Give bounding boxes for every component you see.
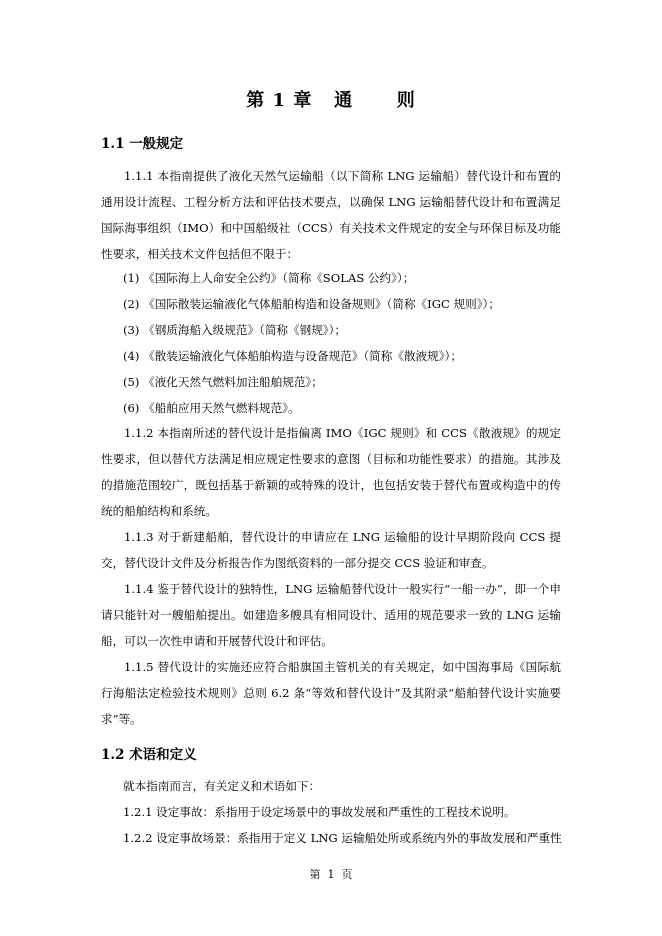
paragraph-1-1-5: 1.1.5 替代设计的实施还应符合船旗国主管机关的有关规定，如中国海事局《国际航行海船法定检验技术规则》总则 6.2 条“等效和替代设计”及其附录“船舶替代设计实施要求”等。 bbox=[101, 660, 561, 726]
section-heading-1-2: 1.2 术语和定义 bbox=[101, 747, 197, 763]
page-number: 第 1 页 bbox=[309, 868, 353, 881]
paragraph-1-1-2: 1.1.2 本指南所述的替代设计是指偏离 IMO《IGC 规则》和 CCS《散液规》的规定性要求，但以替代方法满足相应规定性要求的意图（目标和功能性要求）的措施。其涉及的措施范围较广，既包括基于新颖的或特殊的设计，也包括安装于替代布置或构造中的传统的船舶结构和系统。 bbox=[101, 426, 561, 518]
definitions-intro: 就本指南而言，有关定义和术语如下： bbox=[123, 779, 321, 793]
chapter-title: 第 1 章 通 则 bbox=[246, 90, 416, 111]
paragraph-1-1-1: 1.1.1 本指南提供了液化天然气运输船（以下简称 LNG 运输船）替代设计和布置的通用设计流程、工程分析方法和评估技术要点，以确保 LNG 运输船替代设计和布置满足国际海事组织（IMO）和中国船级社（CCS）有关技术文件规定的安全与环保目标及功能性要求，相关技术文件包括但不限于： bbox=[101, 169, 561, 261]
list-item-5: (5) 《液化天然气燃料加注船舶规范》； bbox=[123, 375, 323, 389]
definition-1-2-2: 1.2.2 设定事故场景：系指用于定义 LNG 运输船处所或系统内外的事故发展和严重性 bbox=[123, 831, 562, 845]
list-item-3: (3) 《钢质海船入级规范》（简称《钢规》）； bbox=[123, 323, 346, 337]
list-item-1: (1) 《国际海上人命安全公约》（简称《SOLAS 公约》）； bbox=[123, 271, 415, 285]
list-item-4: (4) 《散装运输液化气体船舶构造与设备规范》（简称《散液规》）； bbox=[123, 349, 462, 363]
list-item-6: (6) 《船舶应用天然气燃料规范》。 bbox=[123, 401, 300, 415]
list-item-2: (2) 《国际散装运输液化气体船舶构造和设备规则》（简称《IGC 规则》）； bbox=[123, 297, 500, 311]
section-heading-1-1: 1.1 一般规定 bbox=[101, 136, 184, 152]
paragraph-1-1-4: 1.1.4 鉴于替代设计的独特性，LNG 运输船替代设计一般实行“一船一办”，即一个申请只能针对一艘船舶提出。如建造多艘具有相同设计、适用的规范要求一致的 LNG 运输船，可以一次性申请和开展替代设计和评估。 bbox=[101, 582, 561, 648]
definition-1-2-1: 1.2.1 设定事故：系指用于设定场景中的事故发展和严重性的工程技术说明。 bbox=[123, 805, 516, 819]
paragraph-1-1-3: 1.1.3 对于新建船舶，替代设计的申请应在 LNG 运输船的设计早期阶段向 CCS 提交，替代设计文件及分析报告作为图纸资料的一部分提交 CCS 验证和审查。 bbox=[101, 530, 561, 570]
